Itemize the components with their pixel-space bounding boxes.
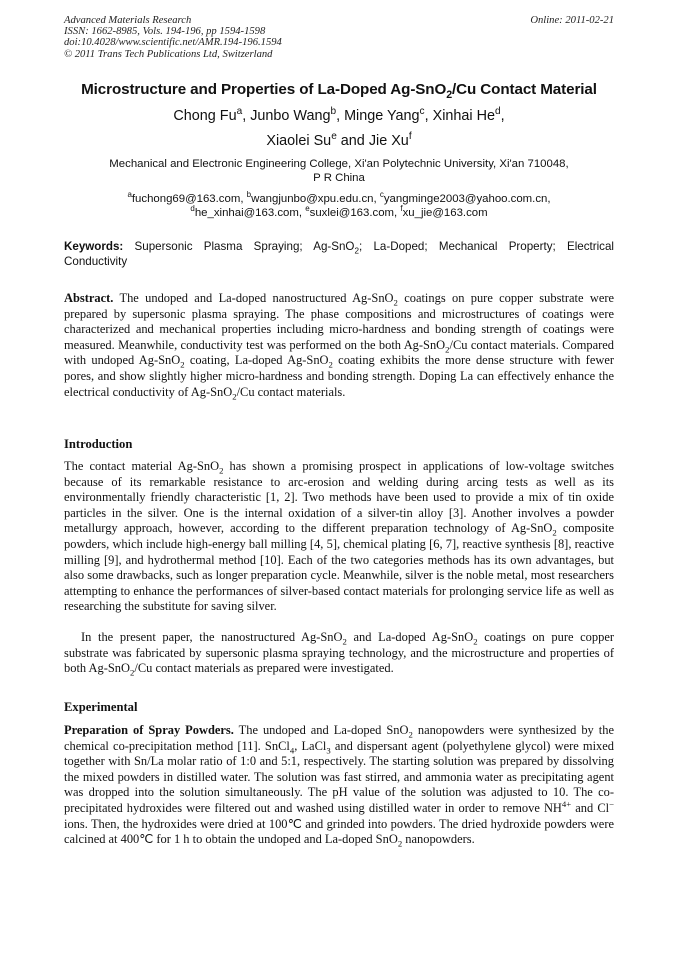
section-heading-experimental: Experimental	[64, 700, 138, 714]
affiliation: Mechanical and Electronic Engineering College, Xi'an Polytechnic University, Xi'an 710048,	[109, 158, 569, 170]
introduction-paragraph-2: In the present paper, the nanostructured Ag-SnO$_2$ and La-doped Ag-SnO$_2$ coatings on pure copper substrate was fabricated by supersonic plasma spraying technology, and the microstructure and properties of both Ag-SnO$_2$/Cu contact materials as prepared were investigated.	[64, 630, 614, 678]
paper-title: Microstructure and Properties of La-Doped Ag-SnO$_2$/Cu Contact Material	[81, 81, 597, 102]
author-list-cont: Xiaolei Su$^e$ and Jie Xu$^f$	[266, 131, 412, 149]
author: Xiaolei Su$^e$	[266, 131, 337, 149]
email-link[interactable]: fuchong69@163.com,	[131, 193, 244, 205]
keywords-label: Keywords:	[64, 240, 124, 253]
author: Minge Yang$^c$	[344, 106, 425, 124]
copyright-line: © 2011 Trans Tech Publications Ltd, Switzerland	[64, 48, 273, 60]
abstract-label: Abstract.	[64, 291, 114, 305]
experimental-paragraph: Preparation of Spray Powders. The undoped and La-doped SnO$_2$ nanopowders were synthesized by the chemical co-precipitation method [11]. SnCl$_4$, LaCl$_3$ and dispersant agent (polyethylene glycol) were mixed together with Sn/La molar ratio of 1:0 and 5:1, respectively. The starting solution was prepared by dissolving the mixed powders in distilled water. The solution was fast stirred, and ammonia water as precipitating agent was dropped into the solution simultaneously. The pH value of the solution was adjusted to 10. The co-precipitated hydroxides were filtered out and washed using distilled water in order to remove $NH^{4+}$ and Cl− ions. Then, the hydroxides were dried at 100℃ and grinded into powders. The dried hydroxide powders were calcined at 400℃ for 1 h to obtain the undoped and La-doped SnO$_2$ nanopowders.	[64, 723, 614, 849]
section-heading-introduction: Introduction	[64, 437, 133, 451]
journal-header	[64, 15, 484, 60]
doi-line: doi:10.4028/www.scientific.net/AMR.194-196.1594	[64, 37, 282, 49]
author: Xinhai He$^d$	[432, 106, 501, 124]
author-list: Chong Fu$^a$, Junbo Wang$^b$, Minge Yang$^c$, Xinhai He$^d$,	[173, 106, 505, 124]
introduction-paragraph: The contact material Ag-SnO$_2$ has shown a promising prospect in applications of low-voltage switches because of its remarkable resistance to arc-erosion and welding during arcing tests as well as its environmentally friendly characteristic [1, 2]. Two methods have been used to provide a mix of tin oxide particles in the silver. One is the internal oxidation of a silver-tin alloy [3]. Another involves a powder metallurgy approach, however, according to the different preparation technology of Ag-SnO$_2$ composite powders, which include high-energy ball milling [4, 5], chemical plating [6, 7], reactive synthesis [8], reactive milling [9], and hydrothermal method [10]. Each of the two categories methods has its own advantages, but also some drawbacks, such as longer preparation cycle. Meanwhile, silver is the noble metal, most researchers attempting to enhance the performances of silver-based contact materials for prolonging service life as well as researching the substitute for saving silver.	[64, 459, 614, 614]
author: Jie Xu$^f$	[368, 131, 412, 149]
email-link[interactable]: wangjunbo@xpu.edu.cn,	[251, 193, 377, 205]
issn-line: ISSN: 1662-8985, Vols. 194-196, pp 1594-1598	[64, 26, 266, 38]
author: Chong Fu$^a$	[173, 106, 243, 124]
email-list: $^a$fuchong69@163.com, $^b$wangjunbo@xpu.edu.cn, $^c$yangminge2003@yahoo.com.cn,	[127, 190, 551, 205]
email-link[interactable]: suxlei@163.com,	[309, 207, 398, 219]
email-link[interactable]: he_xinhai@163.com,	[194, 207, 303, 219]
author: Junbo Wang$^b$	[250, 106, 337, 124]
online-date: Online: 2011-02-21	[530, 15, 614, 26]
email-list-cont: $^d$he_xinhai@163.com, $^e$suxlei@163.com, $^f$xu_jie@163.com	[190, 204, 488, 219]
keywords: Keywords: Supersonic Plasma Spraying; Ag-SnO$_2$; La-Doped; Mechanical Property; Electrical Conductivity	[64, 240, 614, 268]
journal-name: Advanced Materials Research	[64, 15, 192, 26]
abstract: Abstract. The undoped and La-doped nanostructured Ag-SnO$_2$ coatings on pure copper substrate were prepared by supersonic plasma spraying. The phase compositions and microstructures of coatings were characterized and mechanical properties including micro-hardness and bonding strength of coatings were measured. Meanwhile, conductivity test was performed on the both Ag-SnO$_2$/Cu contact materials. Compared with undoped Ag-SnO$_2$ coating, La-doped Ag-SnO$_2$ coating exhibits the more dense structure with fewer pores, and show slightly higher micro-hardness and bonding strength. Doping La can effectively enhance the electrical conductivity of Ag-SnO$_2$/Cu contact materials.	[64, 291, 614, 402]
affiliation-country: P R China	[313, 172, 365, 184]
subsection-lead: Preparation of Spray Powders.	[64, 723, 234, 737]
email-link[interactable]: yangminge2003@yahoo.com.cn,	[383, 193, 551, 205]
email-link[interactable]: xu_jie@163.com	[402, 207, 488, 219]
